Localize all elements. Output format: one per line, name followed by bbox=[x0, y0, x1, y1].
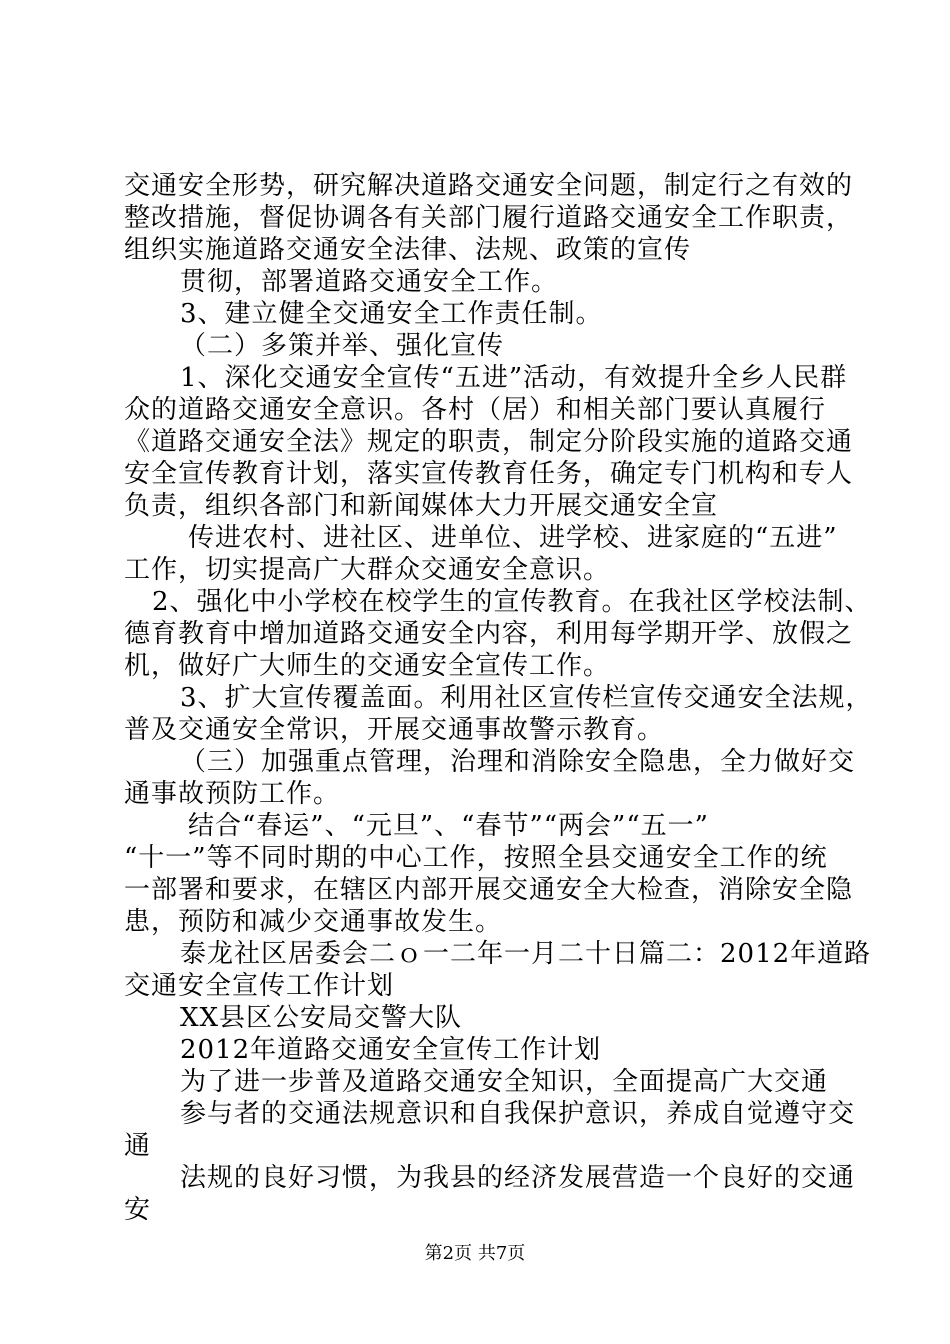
text-line: 3、扩大宣传覆盖面。利用社区宣传栏宣传交通安全法规， bbox=[180, 683, 873, 713]
text-line: 普及交通安全常识，开展交通事故警示教育。 bbox=[124, 715, 665, 745]
text-line: 《道路交通安全法》规定的职责，制定分阶段实施的道路交通 bbox=[124, 427, 854, 457]
text-line: 通 bbox=[124, 1131, 152, 1161]
text-line: 1、深化交通安全宣传“五进”活动，有效提升全乡人民群 bbox=[180, 363, 848, 393]
text-line: 传进农村、进社区、进单位、进学校、进家庭的“五进” bbox=[188, 523, 838, 553]
text-line: 负责，组织各部门和新闻媒体大力开展交通安全宣 bbox=[124, 491, 719, 521]
text-line: 机，做好广大师生的交通安全宣传工作。 bbox=[124, 651, 611, 681]
text-line: 一部署和要求，在辖区内部开展交通安全大检查，消除安全隐 bbox=[124, 875, 854, 905]
text-line: XX县区公安局交警大队 bbox=[180, 1003, 463, 1033]
text-line: 参与者的交通法规意识和自我保护意识，养成自觉遵守交 bbox=[180, 1099, 856, 1129]
text-line: “十一”等不同时期的中心工作，按照全县交通安全工作的统 bbox=[124, 843, 828, 873]
page-number-label: 第2页 共7页 bbox=[424, 1243, 526, 1264]
text-line: 2012年道路交通安全宣传工作计划 bbox=[180, 1035, 602, 1065]
text-line: 整改措施，督促协调各有关部门履行道路交通安全工作职责， bbox=[124, 203, 854, 233]
document-body bbox=[124, 170, 873, 1226]
text-line: 交通安全宣传工作计划 bbox=[124, 971, 395, 1001]
text-line: 组织实施道路交通安全法律、法规、政策的宣传 bbox=[124, 235, 692, 265]
section-heading: （二）多策并举、强化宣传 bbox=[180, 331, 505, 361]
section-heading: （三）加强重点管理，治理和消除安全隐患，全力做好交 bbox=[180, 747, 856, 777]
text-line: 患，预防和减少交通事故发生。 bbox=[124, 907, 503, 937]
text-line: 众的道路交通安全意识。各村（居）和相关部门要认真履行 bbox=[124, 395, 827, 425]
text-line: 通事故预防工作。 bbox=[124, 779, 341, 809]
page-footer bbox=[0, 1242, 950, 1266]
text-line: 工作，切实提高广大群众交通安全意识。 bbox=[124, 555, 611, 585]
text-line: 交通安全形势，研究解决道路交通安全问题，制定行之有效的 bbox=[124, 171, 854, 201]
text-line: 安 bbox=[124, 1195, 152, 1225]
text-line: 安全宣传教育计划，落实宣传教育任务，确定专门机构和专人 bbox=[124, 459, 854, 489]
text-line: 泰龙社区居委会二ｏ一二年一月二十日篇二：2012年道路 bbox=[180, 939, 872, 969]
text-line: 2、强化中小学校在校学生的宣传教育。在我社区学校法制、 bbox=[152, 587, 872, 617]
text-line: 结合“春运”、“元旦”、“春节”“两会”“五一” bbox=[188, 811, 709, 841]
text-line: 为了进一步普及道路交通安全知识，全面提高广大交通 bbox=[180, 1067, 829, 1097]
text-line: 德育教育中增加道路交通安全内容，利用每学期开学、放假之 bbox=[124, 619, 854, 649]
text-line: 法规的良好习惯，为我县的经济发展营造一个良好的交通 bbox=[180, 1163, 856, 1193]
text-line: 3、建立健全交通安全工作责任制。 bbox=[180, 299, 603, 329]
text-line: 贯彻，部署道路交通安全工作。 bbox=[180, 267, 559, 297]
